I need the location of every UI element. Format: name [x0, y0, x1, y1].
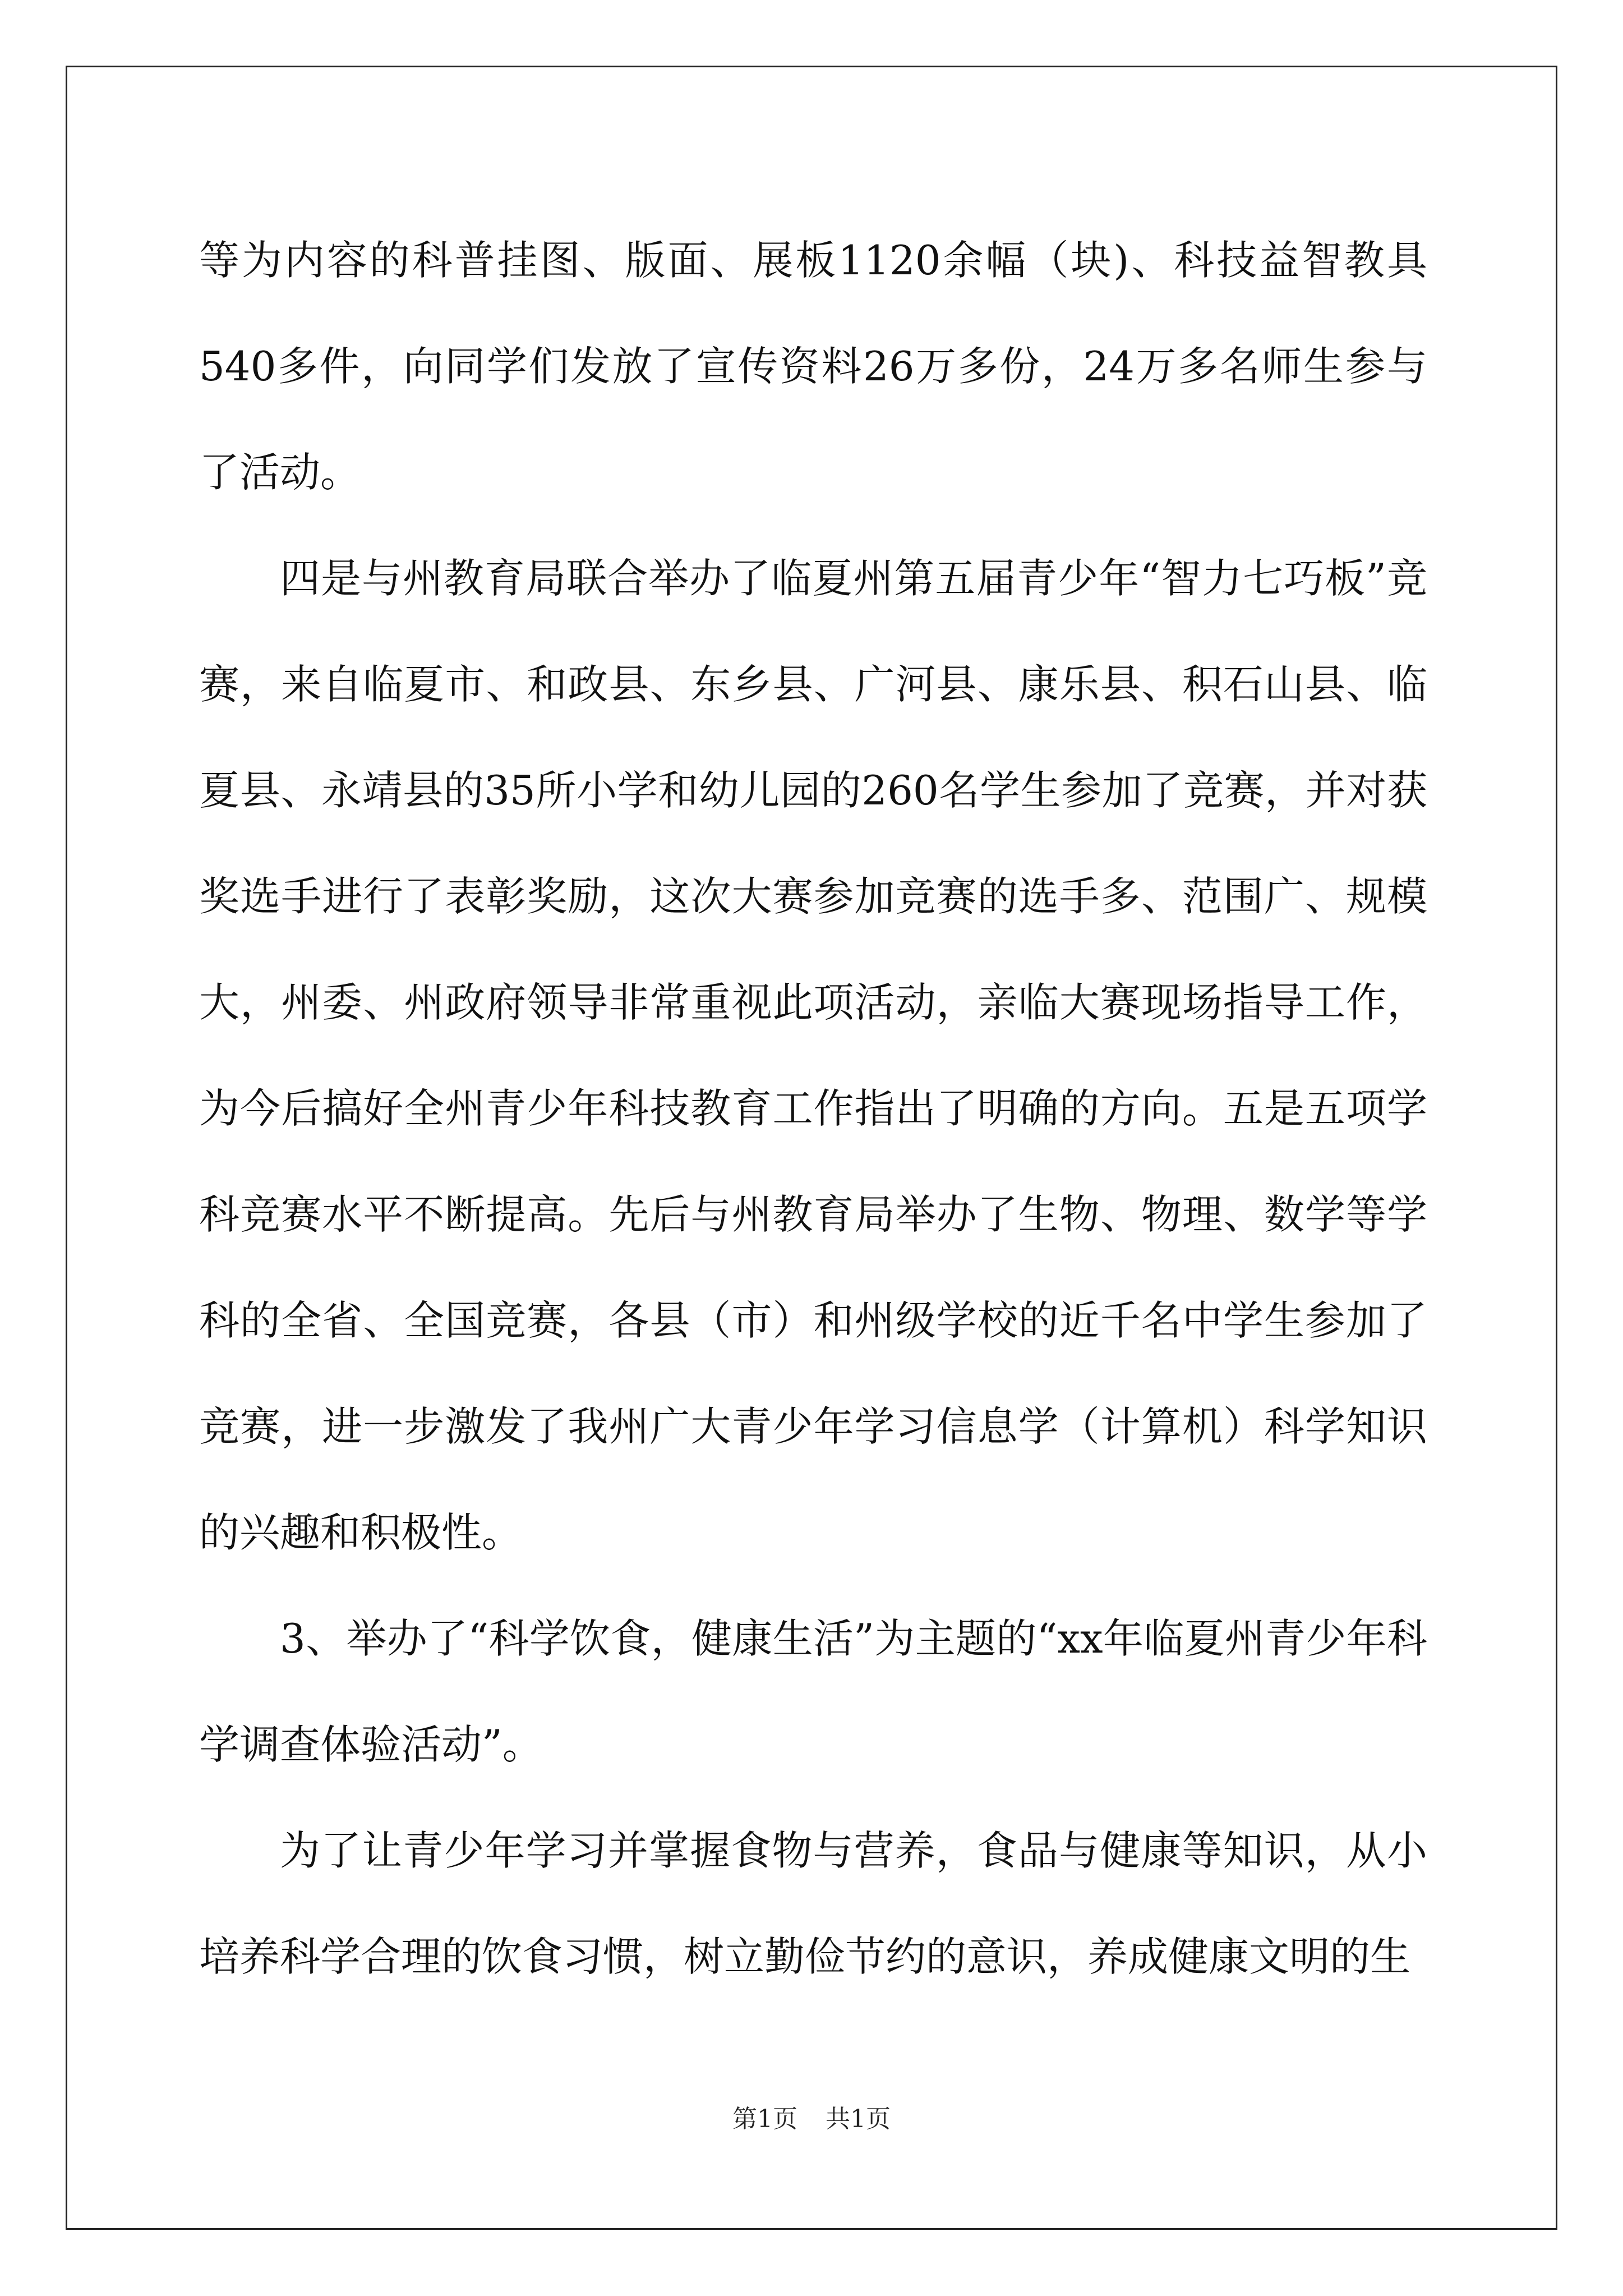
page-number: 第1页 — [732, 2105, 797, 2133]
paragraph-continuation: 等为内容的科普挂图、版面、展板1120余幅（块)、科技益智教具540多件，向同学们发放了宣传资料26万多份，24万多名师生参与了活动。 — [199, 237, 1427, 496]
page-footer — [0, 2102, 1623, 2136]
paragraph-competition: 四是与州教育局联合举办了临夏州第五届青少年“智力七巧板”竞赛，来自临夏市、和政县、东乡县、广河县、康乐县、积石山县、临夏县、永靖县的35所小学和幼儿园的260名学生参加了竞赛，并对获奖选手进行了表彰奖励，这次大赛参加竞赛的选手多、范围广、规模大，州委、州政府领导非常重视此项活动，亲临大赛现场指导工作，为今后搞好全州青少年科技教育工作指出了明确的方向。五是五项学科竞赛水平不断提高。先后与州教育局举办了生物、物理、数学等学科的全省、全国竞赛，各县（市）和州级学校的近千名中学生参加了竞赛，进一步激发了我州广大青少年学习信息学（计算机）科学知识的兴趣和积极性。 — [199, 555, 1427, 1556]
paragraph-heading-3: 3、举办了“科学饮食，健康生活”为主题的“xx年临夏州青少年科学调查体验活动”。 — [199, 1615, 1427, 1768]
paragraph-nutrition: 为了让青少年学习并掌握食物与营养，食品与健康等知识，从小培养科学合理的饮食习惯，树立勤俭节约的意识，养成健康文明的生 — [199, 1827, 1427, 1980]
document-body — [199, 208, 1427, 2010]
page-total: 共1页 — [826, 2105, 891, 2133]
